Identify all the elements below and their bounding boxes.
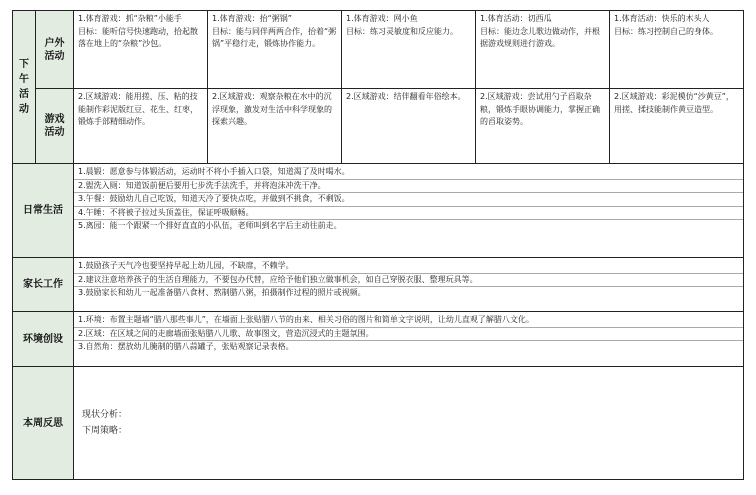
daily-life-item-3: 3.午餐：鼓励幼儿自己吃饭，知道天冷了要快点吃，并做到不挑食，不剩饭。 [74, 193, 743, 207]
outdoor-cell-4: 1.体育活动：切西瓜 目标：能边念儿歌边做动作，并根据游戏规则进行游戏。 [476, 11, 610, 89]
environment-item-3: 3.自然角：摆放幼儿腌制的腊八蒜罐子，张贴观察记录表格。 [78, 342, 294, 351]
reflection-row [13, 367, 744, 480]
daily-life-item-2: 2.盥洗入厕：知道饭前便后要用七步洗手法洗手，并将泡沫冲洗干净。 [74, 180, 743, 194]
daily-life-row [13, 164, 744, 258]
area-label: 游戏 活动 [36, 89, 74, 164]
outdoor-cell-5: 1.体育活动：快乐的木头人 目标：练习控制自己的身体。 [610, 11, 744, 89]
weekly-plan-table [12, 10, 743, 480]
parent-work-item-1: 1.鼓励孩子天气冷也要坚持早起上幼儿园，不缺席，不赖学。 [74, 260, 743, 274]
daily-life-item-4: 4.午睡：不将被子拉过头顶盖住，保证呼吸顺畅。 [74, 207, 743, 221]
outdoor-cell-2: 1.体育游戏：抬“粥锅” 目标：能与同伴两两合作，抬着“粥锅”平稳行走，锻炼协作能力。 [208, 11, 342, 89]
area-cell-1: 2.区域游戏：能用搓、压、粘的技能制作彩泥版红豆、花生、红枣，锻炼手部精细动作。 [74, 89, 208, 164]
area-cell-3: 2.区域游戏：结伴翻看年俗绘本。 [342, 89, 476, 164]
parent-work-label: 家长工作 [13, 258, 74, 312]
outdoor-cell-3: 1.体育游戏：网小鱼 目标：练习灵敏度和反应能力。 [342, 11, 476, 89]
outdoor-label: 户外 活动 [36, 11, 74, 89]
reflection-analysis: 现状分析： [82, 410, 128, 420]
area-cell-5: 2.区域游戏：彩泥模仿“沙黄豆”，用搓、揉技能制作黄豆造型。 [610, 89, 744, 164]
area-cell-4: 2.区域游戏：尝试用勺子舀取杂粮，锻炼手眼协调能力，掌握正确的舀取姿势。 [476, 89, 610, 164]
reflection-label: 本周反思 [13, 367, 74, 480]
environment-row [13, 312, 744, 367]
afternoon-label: 下 午 活 动 [13, 11, 36, 164]
parent-work-item-3: 3.鼓励家长和幼儿一起准备腊八食材、熬制腊八粥，拍摄制作过程的照片或视频。 [78, 288, 366, 297]
environment-item-2: 2.区域：在区域之间的走廊墙面张贴腊八儿歌、故事图文，营造沉浸式的主题氛围。 [74, 328, 743, 342]
outdoor-row [13, 11, 744, 89]
environment-label: 环境创设 [13, 312, 74, 367]
area-row [13, 89, 744, 164]
parent-work-row [13, 258, 744, 312]
environment-item-1: 1.环境：布置主题墙“腊八那些事儿”，在墙面上张贴腊八节的由来、相关习俗的图片和简单文字说明，让幼儿直观了解腊八文化。 [74, 314, 743, 328]
area-cell-2: 2.区域游戏：观察杂粮在水中的沉浮现象，激发对生活中科学现象的探索兴趣。 [208, 89, 342, 164]
reflection-strategy: 下周策略： [82, 426, 128, 436]
parent-work-item-2: 2.建议注意培养孩子的生活自理能力，不要包办代替，应给予他们独立做事机会，如自己穿脱衣服、整理玩具等。 [74, 274, 743, 288]
daily-life-item-5: 5.离园：能一个跟紧一个排好直直的小队伍，老师叫到名字后主动往前走。 [78, 221, 342, 230]
daily-life-item-1: 1.晨锻：愿意参与体锻活动，运动时不将小手插入口袋，知道渴了及时喝水。 [74, 166, 743, 180]
outdoor-cell-1: 1.体育游戏：抓“杂粮”小能手 目标：能听信号快速跑动，拾起散落在地上的“杂粮”沙包。 [74, 11, 208, 89]
daily-life-label: 日常生活 [13, 164, 74, 258]
